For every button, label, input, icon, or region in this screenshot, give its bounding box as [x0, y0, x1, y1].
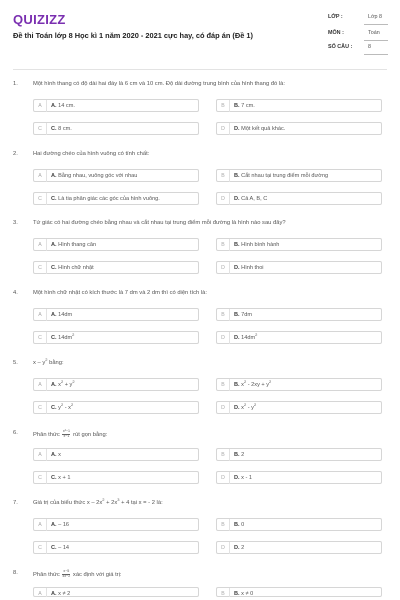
option-b[interactable]: B B. 7dm — [216, 308, 382, 321]
option-b[interactable]: B B. 0 — [216, 518, 382, 531]
option-letter: B — [217, 239, 230, 251]
option-b[interactable] — [216, 378, 382, 391]
option-text: 2 — [241, 545, 245, 551]
option-letter: C — [34, 472, 47, 484]
meta-class-label: LỚP : — [328, 14, 343, 20]
option-text: 0 — [241, 522, 245, 528]
option-letter: B — [217, 309, 230, 321]
option-letter: C — [34, 123, 47, 135]
option-letter: C — [34, 332, 47, 344]
option-c[interactable]: C C. Hình chữ nhật — [33, 261, 199, 274]
option-letter: D — [217, 542, 230, 554]
option-text: 14dm — [58, 312, 73, 318]
option-letter: C — [34, 542, 47, 554]
option-text: B. $x^2 - 2xy + y^2$ — [234, 379, 272, 388]
option-letter: B — [217, 588, 230, 597]
option-a[interactable]: A A. Bằng nhau, vuông góc với nhau — [33, 169, 199, 182]
option-text: 14 cm. — [58, 103, 75, 109]
option-letter: C — [34, 262, 47, 274]
meta-subject-underline — [364, 40, 388, 41]
meta-class-value: Lớp 8 — [368, 14, 383, 20]
question-text: Hai đường chéo của hình vuông có tính chất: — [33, 151, 150, 157]
question-text: Phân thức $\frac{x-5}{4x-2}$ xác định với giá trị: — [33, 569, 122, 578]
question-number: 4. — [13, 290, 18, 296]
option-letter: A — [34, 588, 47, 597]
option-letter: D — [217, 332, 230, 344]
question-number: 1. — [13, 81, 18, 87]
question-text: Một hình chữ nhật có kích thước là 7 dm và 2 dm thì có diện tích là: — [33, 290, 207, 296]
option-a[interactable]: A A. – 16 — [33, 518, 199, 531]
meta-subject-label: MÔN : — [328, 30, 344, 36]
option-text: Hình thoi — [241, 265, 264, 271]
question-text: x – $y^2$ bằng: — [33, 357, 64, 366]
question-number: 5. — [13, 360, 18, 366]
option-c[interactable]: C C. – 14 — [33, 541, 199, 554]
option-text: 14dm — [241, 335, 256, 341]
option-text: x - 1 — [241, 475, 253, 481]
option-letter: B — [217, 379, 230, 391]
fraction: $\frac{\text{x²−1}}{x-1}$ — [62, 429, 70, 438]
option-letter: A — [34, 379, 47, 391]
option-c[interactable]: C C. x + 1 — [33, 471, 199, 484]
option-text: Là tia phân giác các góc của hình vuông. — [58, 196, 160, 202]
meta-question-count — [328, 42, 388, 56]
option-b[interactable]: B B. 7 cm. — [216, 99, 382, 112]
option-text: x ≠ 0 — [241, 591, 254, 597]
question-number: 3. — [13, 220, 18, 226]
option-a[interactable] — [33, 378, 199, 391]
option-letter: A — [34, 449, 47, 461]
option-d[interactable]: D D. Một kết quả khác. — [216, 122, 382, 135]
option-c[interactable]: C C. Là tia phân giác các góc của hình vuông. — [33, 192, 199, 205]
option-letter: C — [34, 193, 47, 205]
option-d[interactable]: D D. Hình thoi — [216, 261, 382, 274]
option-letter: D — [217, 472, 230, 484]
meta-class — [328, 12, 388, 26]
option-letter: D — [217, 193, 230, 205]
question-text: Một hình thang có độ dài hai đáy là 6 cm và 10 cm. Độ dài đường trung bình của hình thang đó là: — [33, 81, 285, 87]
option-letter: C — [34, 402, 47, 414]
option-text: 2 — [241, 452, 245, 458]
meta-question-count-value: 8 — [368, 44, 371, 50]
option-letter: B — [217, 519, 230, 531]
option-text: 7 cm. — [241, 103, 255, 109]
option-letter: D — [217, 262, 230, 274]
option-letter: B — [217, 170, 230, 182]
option-letter: A — [34, 309, 47, 321]
option-text: Hình thang cân — [58, 242, 97, 248]
question-number: 7. — [13, 500, 18, 506]
option-d[interactable]: D D. x - 1 — [216, 471, 382, 484]
option-text: Bằng nhau, vuông góc với nhau — [58, 173, 138, 179]
worksheet-title: Đề thi Toán lớp 8 Học kì 1 năm 2020 - 2021 cực hay, có đáp án (Đề 1) — [13, 31, 253, 40]
option-text: Một kết quả khác. — [241, 126, 286, 132]
header-divider — [13, 69, 387, 70]
meta-class-underline — [364, 24, 388, 25]
fraction: $\frac{x-5}{4x-2}$ — [62, 569, 71, 578]
option-superscript: 2 — [72, 332, 75, 338]
meta-subject — [328, 28, 388, 42]
option-text: A. $x^2 + y^2$ — [51, 379, 75, 388]
meta-question-count-label: SỐ CÂU : — [328, 44, 353, 50]
option-text: Cả A, B, C — [241, 196, 268, 202]
option-superscript: 2 — [255, 332, 258, 338]
question-text: Phân thức $\frac{\text{x²−1}}{x-1}$ rút gọn bằng: — [33, 429, 108, 438]
option-text: Cắt nhau tại trung điểm mỗi đường — [241, 173, 329, 179]
option-text: 7dm — [241, 312, 253, 318]
option-text: x — [58, 452, 61, 458]
option-letter: A — [34, 239, 47, 251]
option-text: x + 1 — [58, 475, 71, 481]
option-c[interactable] — [33, 401, 199, 414]
option-text: – 14 — [58, 545, 70, 551]
worksheet-header — [0, 0, 400, 70]
option-letter: A — [34, 519, 47, 531]
quizizz-logo: QUIZIZZ — [13, 12, 66, 27]
option-a[interactable]: A A. 14dm — [33, 308, 199, 321]
option-b[interactable]: B B. 2 — [216, 448, 382, 461]
question-number: 2. — [13, 151, 18, 157]
question-text: Giá trị của biểu thức $x - 2x^2 + 2x^3 + 4$ tại x = - 2 là: — [33, 497, 163, 506]
option-letter: A — [34, 170, 47, 182]
option-c[interactable]: C C. 8 cm. — [33, 122, 199, 135]
question-number: 8. — [13, 570, 18, 576]
question-text: Tứ giác có hai đường chéo bằng nhau và cắt nhau tại trung điểm mỗi đường là hình nào sau đây? — [33, 220, 286, 226]
option-d[interactable]: D D. Cả A, B, C — [216, 192, 382, 205]
option-b[interactable]: B B. Hình bình hành — [216, 238, 382, 251]
option-a[interactable]: A A. x ≠ 2 — [33, 587, 199, 597]
option-d[interactable]: D D. 2 — [216, 541, 382, 554]
option-text: Hình chữ nhật — [58, 265, 94, 271]
option-letter: D — [217, 402, 230, 414]
option-a[interactable]: A A. 14 cm. — [33, 99, 199, 112]
option-letter: B — [217, 449, 230, 461]
option-text: 14dm — [58, 335, 73, 341]
option-a[interactable]: A A. Hình thang cân — [33, 238, 199, 251]
meta-subject-value: Toán — [368, 30, 380, 36]
option-text: – 16 — [58, 522, 70, 528]
option-text: x ≠ 2 — [58, 591, 71, 597]
question-number: 6. — [13, 430, 18, 436]
option-text: 8 cm. — [58, 126, 72, 132]
meta-question-count-underline — [364, 54, 388, 55]
option-d[interactable]: D D. $14dm^2$ — [216, 331, 382, 344]
option-text: C. $y^2 - x^2$ — [51, 402, 74, 411]
option-letter: D — [217, 123, 230, 135]
option-a[interactable]: A A. x — [33, 448, 199, 461]
option-letter: B — [217, 100, 230, 112]
option-c[interactable]: C C. $14dm^2$ — [33, 331, 199, 344]
option-b[interactable]: B B. Cắt nhau tại trung điểm mỗi đường — [216, 169, 382, 182]
option-text: Hình bình hành — [241, 242, 280, 248]
option-d[interactable] — [216, 401, 382, 414]
option-text: D. $x^2 - y^2$ — [234, 402, 257, 411]
option-b[interactable]: B B. x ≠ 0 — [216, 587, 382, 597]
option-letter: A — [34, 100, 47, 112]
